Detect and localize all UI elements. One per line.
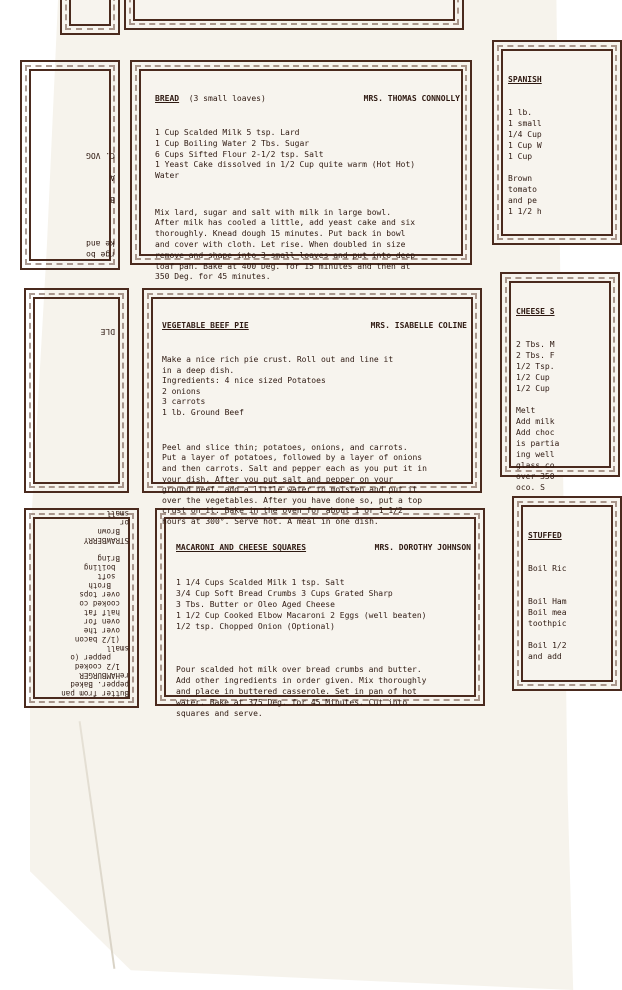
partial-frame-left-middle: [24, 288, 129, 493]
recipe-directions: Pour scalded hot milk over bread crumbs and butter. Add other ingredients in order given. Mix thoroughly and place in buttered casserole. Set in pan of hot water. Bake at 375 Deg. for 45 Minutes. Cut into squares and serve.: [176, 665, 427, 718]
recipe-title: CHEESE S: [516, 307, 555, 316]
recipe-lines: Boil Ric Boil Ham Boil mea toothpic Boil 1/2 and add: [528, 564, 567, 661]
left-fragment-bottom: Butter from pan pepper. Baked reHAMBURGER 1/2 cooked pepper (o small (1/2 bacon over the oven for half fat cooked co over tops Broth soft boiling Bring STRAWBERRY Brown or small: [61, 509, 129, 698]
recipe-title: SPANISH: [508, 75, 542, 84]
recipe-title: VEGETABLE BEEF PIE: [162, 321, 249, 331]
recipe-ingredients: Make a nice rich pie crust. Roll out and line it in a deep dish. Ingredients: 4 nice sized Potatoes 2 onions 3 carrots 1 lb. Ground Beef: [162, 354, 394, 417]
recipe-title: MACARONI AND CHEESE SQUARES: [176, 543, 307, 552]
recipe-card-cheese: [516, 284, 606, 515]
recipe-card-macaroni: [176, 520, 471, 741]
recipe-author: MRS. THOMAS CONNOLLY: [363, 93, 460, 103]
partial-frame-top-middle: [124, 0, 464, 30]
partial-frame-top-left: [60, 0, 120, 35]
recipe-ingredients: 1 Cup Scalded Milk 5 tsp. Lard 1 Cup Boiling Water 2 Tbs. Sugar 6 Cups Sifted Flour 2-1/2 tsp. Salt 1 Yeast Cake dissolved in 1/2 Cup quite warm (Hot Hot) Water: [155, 127, 416, 181]
recipe-lines: 1 lb. 1 small 1/4 Cup 1 Cup W 1 Cup Brown tomato and pe 1 1/2 h: [508, 108, 542, 216]
recipe-card-stuffed: [528, 508, 608, 684]
recipe-title: STUFFED: [528, 531, 562, 540]
left-fragment-top: DLE rge bo ke and B A C. VOG: [86, 151, 115, 336]
recipe-subtitle: (3 small loaves): [188, 93, 266, 103]
recipe-card-spanish: [508, 52, 598, 239]
recipe-lines: 2 Tbs. M 2 Tbs. F 1/2 Tsp. 1/2 Cup 1/2 Cup Melt Add milk Add choc is partia ing well glass co over 350 oco. S: [516, 340, 560, 492]
recipe-ingredients: 1 1/4 Cups Scalded Milk 1 tsp. Salt 3/4 Cup Soft Bread Crumbs 3 Cups Grated Sharp 3 Tbs. Butter or Oleo Aged Cheese 1 1/2 Cup Cooked Elbow Macaroni 2 Eggs (well beaten) 1/2 tsp. Chopped Onion (Optional): [176, 578, 427, 631]
recipe-author: MRS. ISABELLE COLINE: [370, 321, 467, 331]
recipe-author: MRS. DOROTHY JOHNSON: [374, 543, 471, 552]
recipe-directions: Peel and slice thin; potatoes, onions, and carrots. Put a layer of potatoes, followed by a layer of onions and then carrots. Salt and pepper each as you put it in your dish. After you put salt and pepper on your ground beef, add a little water to moisten and put it over the vegetables. After you have done so, put a top crust on it. Bake in the oven for about 1 or 1 1/2 hours at 300°. Serve hot. A meal in one dish.: [162, 442, 427, 526]
recipe-directions: Mix lard, sugar and salt with milk in large bowl. After milk has cooled a little, add yeast cake and six thoroughly. Knead dough 15 minutes. Put back in bowl and cover with cloth. Let rise. When doubled in size remove and shape into 3 small loaves and put into deep loaf pan. Bake at 400 Deg. for 15 minutes and then at 350 Deg. for 45 minutes.: [155, 207, 416, 282]
recipe-title: BREAD: [155, 93, 180, 103]
recipe-card-beef-pie: [162, 300, 467, 549]
recipe-card-bread: [155, 72, 460, 305]
